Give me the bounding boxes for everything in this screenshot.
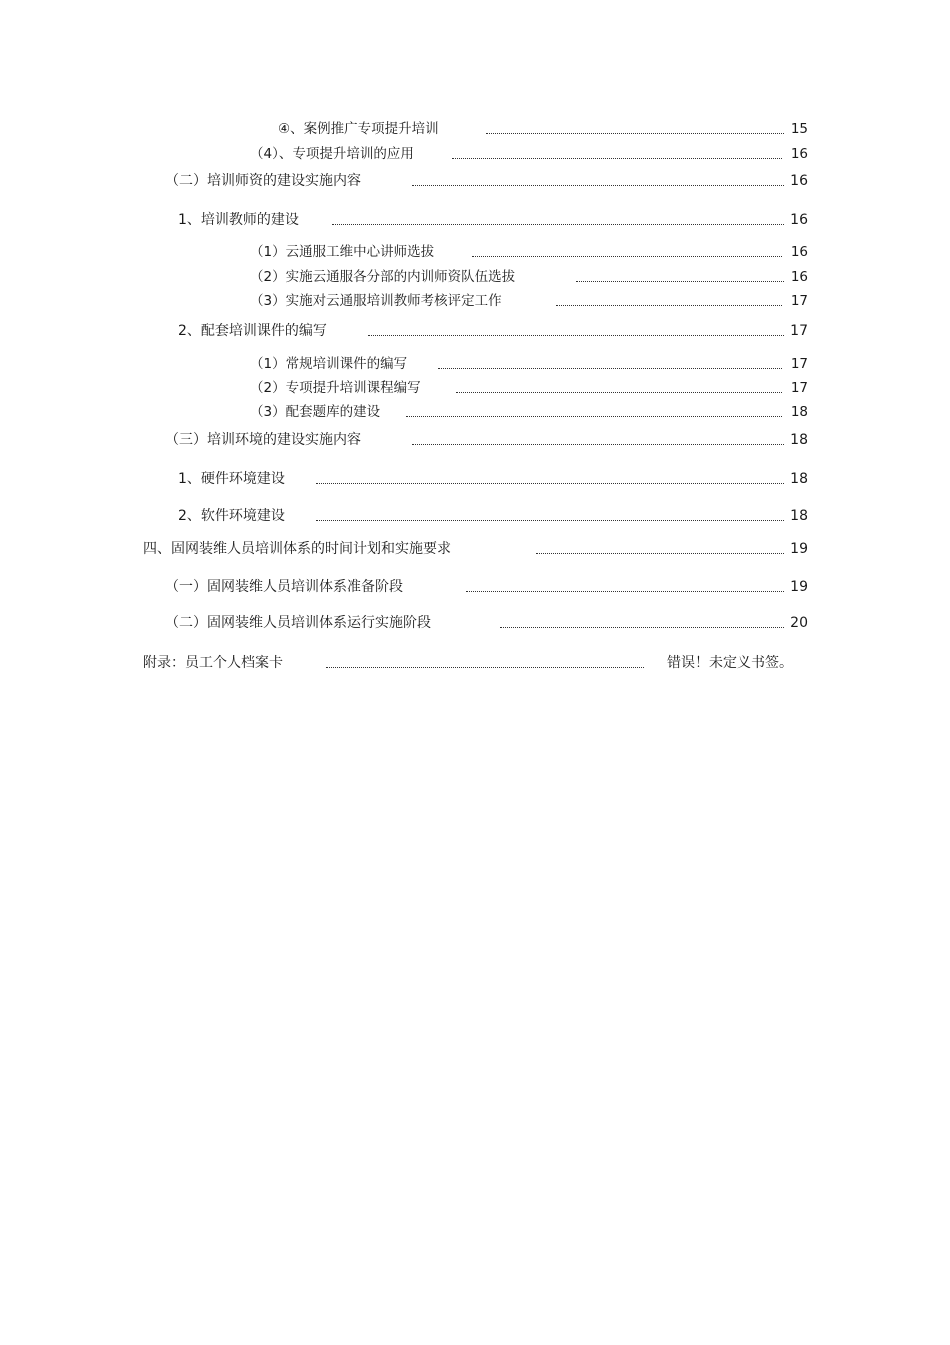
toc-entry-title: （二）培训师资的建设实施内容 [165,173,361,189]
toc-entry[interactable] [178,468,808,488]
toc-leader-dots [332,224,784,225]
toc-entry-page: 17 [790,380,808,396]
toc-leader-dots [536,553,784,554]
toc-entry-title: 2、配套培训课件的编写 [178,323,327,339]
toc-entry-title: （三）培训环境的建设实施内容 [165,432,361,448]
toc-entry[interactable] [178,505,808,525]
toc-leader-dots [472,256,782,257]
toc-entry[interactable] [165,612,808,632]
toc-entry[interactable] [250,143,808,163]
toc-entry-title: （2）专项提升培训课程编写 [250,380,421,396]
toc-entry[interactable] [143,652,793,672]
toc-entry-page: 19 [790,579,808,595]
toc-entry-title: 2、软件环境建设 [178,508,285,524]
toc-entry-title: （4）、专项提升培训的应用 [250,146,414,162]
toc-leader-dots [452,158,782,159]
toc-entry[interactable] [165,576,808,596]
toc-entry-title: ④、案例推广专项提升培训 [278,121,439,137]
toc-leader-dots [486,133,784,134]
toc-entry-page: 16 [790,146,808,162]
toc-entry[interactable] [165,170,808,190]
toc-leader-dots [412,185,784,186]
toc-entry-page: 17 [790,293,808,309]
toc-entry[interactable] [165,429,808,449]
toc-entry-page: 18 [790,508,808,524]
toc-leader-dots [326,667,644,668]
toc-entry-page: 16 [790,173,808,189]
toc-leader-dots [500,627,784,628]
toc-entry[interactable] [250,401,808,421]
toc-leader-dots [576,281,784,282]
toc-entry-title: 四、固网装维人员培训体系的时间计划和实施要求 [143,541,451,557]
toc-entry-title: （二）固网装维人员培训体系运行实施阶段 [165,615,431,631]
toc-leader-dots [316,520,784,521]
toc-entry[interactable] [278,118,808,138]
toc-entry-page: 16 [790,212,808,228]
toc-entry-title: 附录：员工个人档案卡 [143,655,283,671]
toc-entry-page: 16 [790,269,808,285]
toc-entry-title: （3）实施对云通服培训教师考核评定工作 [250,293,502,309]
toc-entry-title: （1）常规培训课件的编写 [250,356,408,372]
toc-leader-dots [406,416,782,417]
toc-entry[interactable] [178,209,808,229]
toc-leader-dots [556,305,782,306]
toc-entry[interactable] [178,320,808,340]
toc-leader-dots [466,591,784,592]
toc-entry-title: （一）固网装维人员培训体系准备阶段 [165,579,403,595]
toc-entry[interactable] [250,290,808,310]
toc-entry-page: 20 [790,615,808,631]
toc-entry-page: 15 [790,121,808,137]
toc-entry[interactable] [250,266,808,286]
toc-entry[interactable] [143,538,808,558]
toc-leader-dots [368,335,784,336]
toc-entry-page: 16 [790,244,808,260]
toc-entry-page: 18 [790,471,808,487]
toc-entry-title: （2）实施云通服各分部的内训师资队伍选拔 [250,269,516,285]
toc-entry-page: 18 [790,404,808,420]
toc-leader-dots [316,483,784,484]
toc-entry[interactable] [250,377,808,397]
toc-leader-dots [412,444,784,445]
toc-leader-dots [438,368,782,369]
toc-entry-page: 19 [790,541,808,557]
toc-entry-title: （1）云通服工维中心讲师选拔 [250,244,435,260]
toc-entry-title: （3）配套题库的建设 [250,404,381,420]
toc-entry-page: 18 [790,432,808,448]
toc-entry[interactable] [250,353,808,373]
toc-entry-page: 17 [790,356,808,372]
toc-entry[interactable] [250,241,808,261]
toc-leader-dots [456,392,782,393]
toc-entry-title: 1、硬件环境建设 [178,471,285,487]
toc-entry-page: 错误！未定义书签。 [667,655,793,671]
toc-entry-title: 1、培训教师的建设 [178,212,299,228]
toc-entry-page: 17 [790,323,808,339]
